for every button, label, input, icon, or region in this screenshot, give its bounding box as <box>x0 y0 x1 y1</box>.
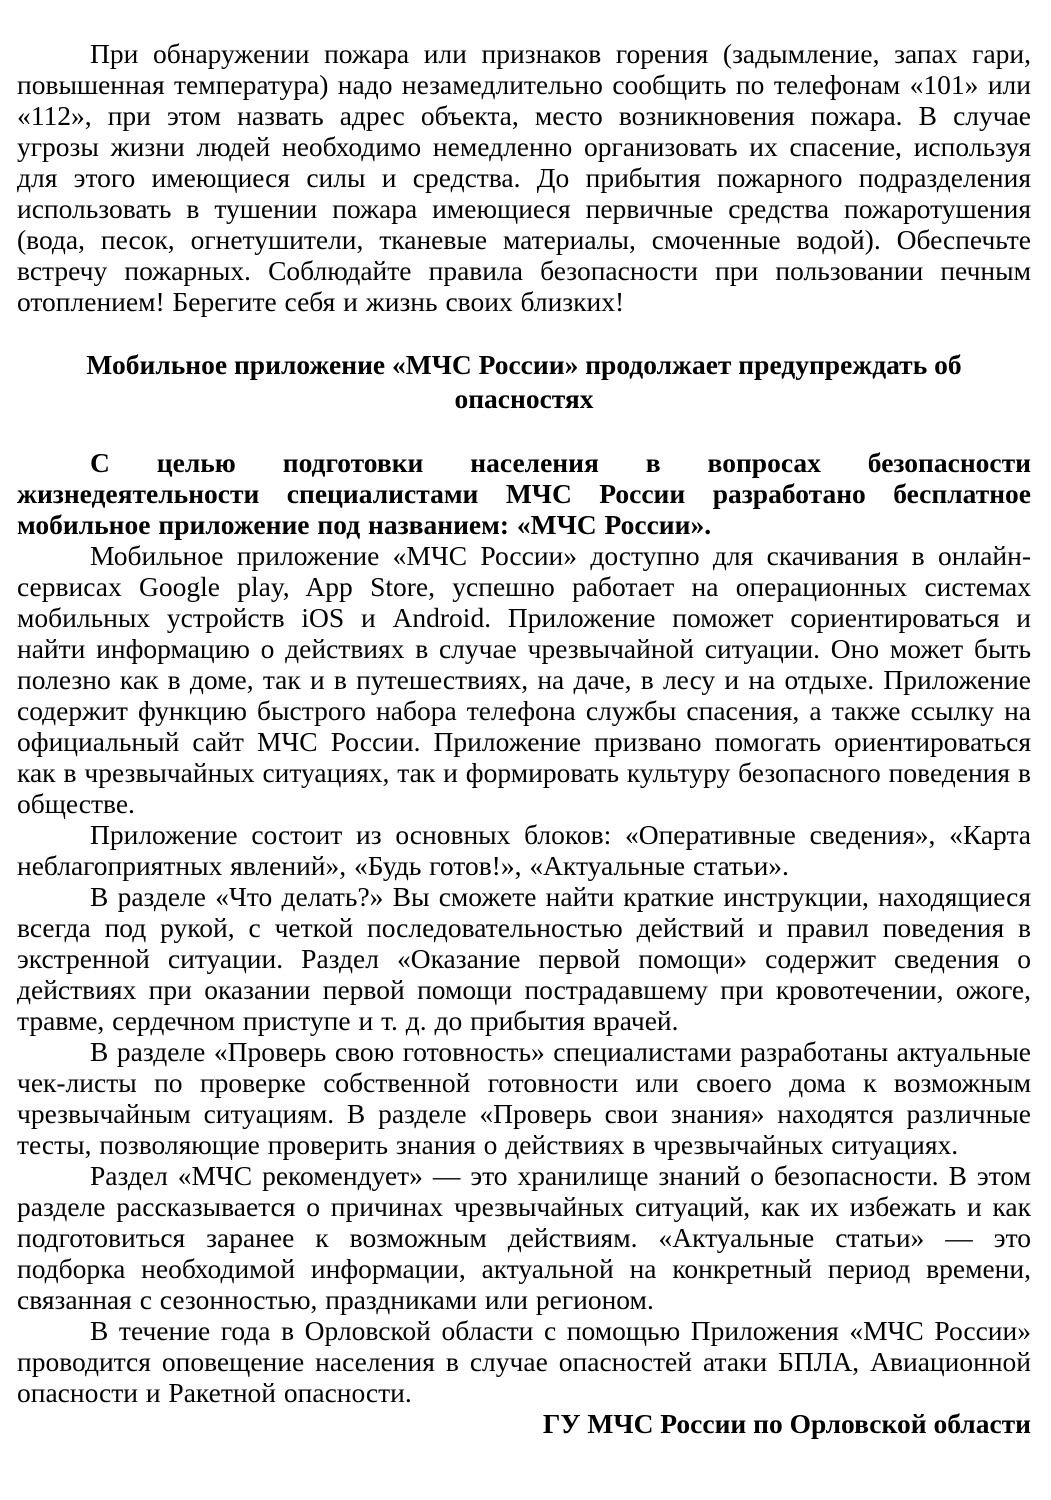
signature-line: ГУ МЧС России по Орловской области <box>542 1408 1031 1439</box>
paragraph-app-purpose: С целью подготовки населения в вопросах безопасности жизнедеятельности специалистами МЧС России разработано бесплатное мобильное приложение под названием: «МЧС России». <box>17 447 1031 540</box>
paragraph-app-blocks: Приложение состоит из основных блоков: «Оперативные сведения», «Карта неблагоприятных явлений», «Будь готов!», «Актуальные статьи». <box>17 819 1031 881</box>
paragraph-section-what-to-do: В разделе «Что делать?» Вы сможете найти краткие инструкции, находящиеся всегда под рукой, с четкой последовательностью действий и правил поведения в экстренной ситуации. Раздел «Оказание первой помощи» содержит сведения о действиях при оказании первой помощи пострадавшему при кровотечении, ожоге, травме, сердечном приступе и т. д. до прибытия врачей. <box>17 881 1031 1036</box>
paragraph-fire-safety: При обнаружении пожара или признаков горения (задымление, запах гари, повышенная температура) надо незамедлительно сообщить по телефонам «101» или «112», при этом назвать адрес объекта, место возникновения пожара. В случае угрозы жизни людей необходимо немедленно организовать их спасение, используя для этого имеющиеся силы и средства. До прибытия пожарного подразделения использовать в тушении пожара имеющиеся первичные средства пожаротушения (вода, песок, огнетушители, тканевые материалы, смоченные водой). Обеспечьте встречу пожарных. Соблюдайте правила безопасности при пользовании печным отоплением! Берегите себя и жизнь своих близких! <box>17 38 1031 317</box>
paragraph-alerts: В течение года в Орловской области с помощью Приложения «МЧС России» проводится оповещение населения в случае опасностей атаки БПЛА, Авиационной опасности и Ракетной опасности. <box>17 1315 1031 1408</box>
paragraph-section-recommend: Раздел «МЧС рекомендует» — это хранилище знаний о безопасности. В этом разделе рассказывается о причинах чрезвычайных ситуаций, как их избежать и как подготовиться заранее к возможным действиям. «Актуальные статьи» — это подборка необходимой информации, актуальной на конкретный период времени, связанная с сезонностью, праздниками или регионом. <box>17 1160 1031 1315</box>
article-heading: Мобильное приложение «МЧС России» продолжает предупреждать об опасностях <box>86 349 962 414</box>
paragraph-app-overview: Мобильное приложение «МЧС России» доступно для скачивания в онлайн-сервисах Google play, App Store, успешно работает на операционных системах мобильных устройств iOS и Android. Приложение поможет сориентироваться и найти информацию о действиях в случае чрезвычайной ситуации. Оно может быть полезно как в доме, так и в путешествиях, на даче, в лесу и на отдыхе. Приложение содержит функцию быстрого набора телефона службы спасения, а также ссылку на официальный сайт МЧС России. Приложение призвано помогать ориентироваться как в чрезвычайных ситуациях, так и формировать культуру безопасного поведения в обществе. <box>17 540 1031 819</box>
paragraph-section-readiness: В разделе «Проверь свою готовность» специалистами разработаны актуальные чек-листы по проверке собственной готовности или своего дома к возможным чрезвычайным ситуациям. В разделе «Проверь свои знания» находятся различные тесты, позволяющие проверить знания о действиях в чрезвычайных ситуациях. <box>17 1036 1031 1160</box>
